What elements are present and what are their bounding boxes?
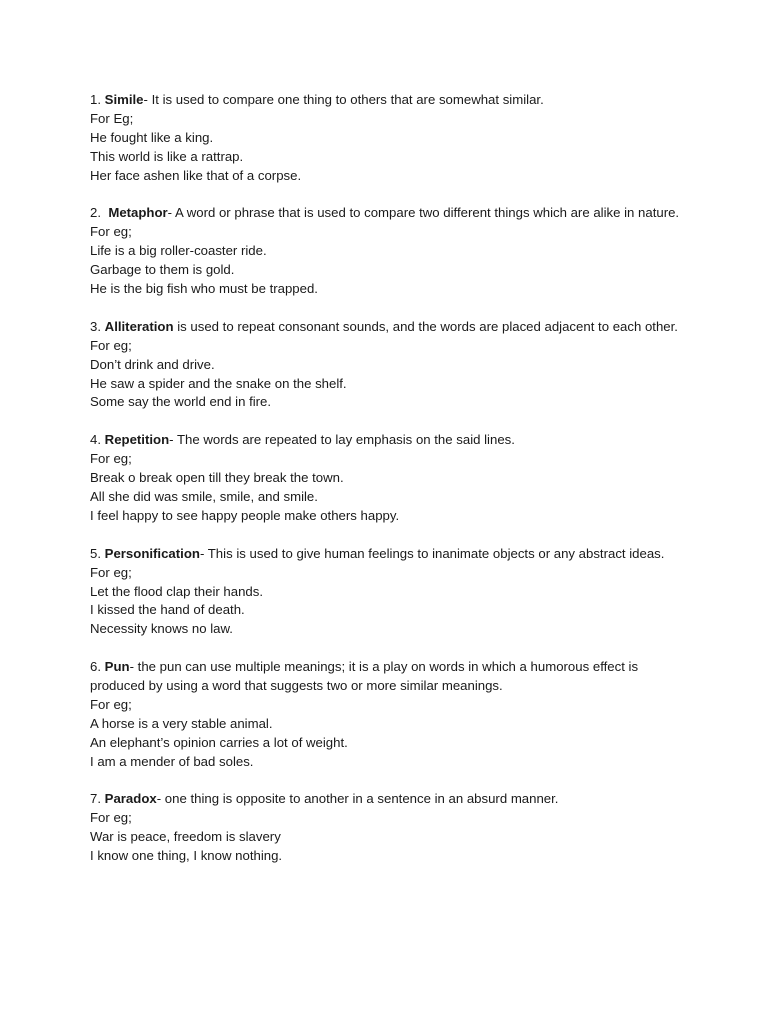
entry-number: 2. xyxy=(90,205,109,221)
definition-text: is used to repeat consonant sounds, and the words are placed adjacent to each other. xyxy=(173,318,678,334)
term-heading: Metaphor xyxy=(108,205,168,221)
entry-alliteration xyxy=(90,318,680,413)
entry-number: 7. xyxy=(90,791,105,807)
example-line: A horse is a very stable animal. xyxy=(90,715,273,731)
example-line: I know one thing, I know nothing. xyxy=(90,848,283,864)
example-line: Garbage to them is gold. xyxy=(90,262,235,278)
example-line: An elephant’s opinion carries a lot of weight. xyxy=(90,734,348,750)
example-line: Life is a big roller-coaster ride. xyxy=(90,243,267,259)
definition-line xyxy=(90,790,680,809)
entry-number: 1. xyxy=(90,92,105,107)
entry-metaphor xyxy=(90,204,680,299)
for-eg-label: For eg; xyxy=(90,696,132,712)
for-eg-label: For eg; xyxy=(90,337,132,353)
entry-personification xyxy=(90,545,680,640)
definition-text: - The words are repeated to lay emphasis on the said lines. xyxy=(169,432,515,448)
for-eg-label: For eg; xyxy=(90,810,132,826)
document-page xyxy=(90,91,680,885)
entry-paradox xyxy=(90,790,680,866)
example-line: He is the big fish who must be trapped. xyxy=(90,281,318,297)
for-eg-label: For eg; xyxy=(90,564,132,580)
example-line: I feel happy to see happy people make others happy. xyxy=(90,507,400,523)
for-eg-label: For eg; xyxy=(90,451,132,467)
definition-line xyxy=(90,431,680,450)
term-heading: Paradox xyxy=(104,791,157,807)
example-line: He fought like a king. xyxy=(90,129,214,145)
definition-text: - A word or phrase that is used to compare two different things which are alike in nature. xyxy=(167,205,680,221)
definition-text: - one thing is opposite to another in a sentence in an absurd manner. xyxy=(156,791,559,807)
example-line: He saw a spider and the snake on the shelf. xyxy=(90,375,347,391)
example-line: I am a mender of bad soles. xyxy=(90,753,254,769)
entry-pun xyxy=(90,658,680,771)
entry-repetition xyxy=(90,431,680,526)
entry-number: 4. xyxy=(90,432,105,448)
term-heading: Repetition xyxy=(104,432,170,448)
example-line: Break o break open till they break the town. xyxy=(90,470,344,486)
example-line: I kissed the hand of death. xyxy=(90,602,245,618)
term-heading: Simile xyxy=(104,92,144,107)
definition-line xyxy=(90,318,680,337)
for-eg-label: For eg; xyxy=(90,224,132,240)
entry-number: 6. xyxy=(90,659,105,675)
definition-line xyxy=(90,91,680,110)
definition-text: - This is used to give human feelings to inanimate objects or any abstract ideas. xyxy=(199,545,665,561)
definition-text: - It is used to compare one thing to others that are somewhat similar. xyxy=(143,92,544,107)
definition-line xyxy=(90,658,680,696)
example-line: Necessity knows no law. xyxy=(90,621,233,637)
for-eg-label: For Eg; xyxy=(90,110,134,126)
entry-number: 5. xyxy=(90,545,105,561)
definition-line xyxy=(90,545,680,564)
example-line: War is peace, freedom is slavery xyxy=(90,829,281,845)
term-heading: Alliteration xyxy=(104,318,174,334)
term-heading: Pun xyxy=(104,659,130,675)
entry-number: 3. xyxy=(90,318,105,334)
example-line: Some say the world end in fire. xyxy=(90,394,272,410)
definition-text: - the pun can use multiple meanings; it is a play on words in which a humorous effect is produced by using a word that suggests two or more similar meanings. xyxy=(90,659,639,694)
example-line: Let the flood clap their hands. xyxy=(90,583,264,599)
definition-line xyxy=(90,204,680,223)
example-line: Her face ashen like that of a corpse. xyxy=(90,167,302,183)
example-line: This world is like a rattrap. xyxy=(90,148,244,164)
example-line: All she did was smile, smile, and smile. xyxy=(90,488,318,504)
entry-simile xyxy=(90,91,680,186)
term-heading: Personification xyxy=(104,545,200,561)
example-line: Don’t drink and drive. xyxy=(90,356,215,372)
